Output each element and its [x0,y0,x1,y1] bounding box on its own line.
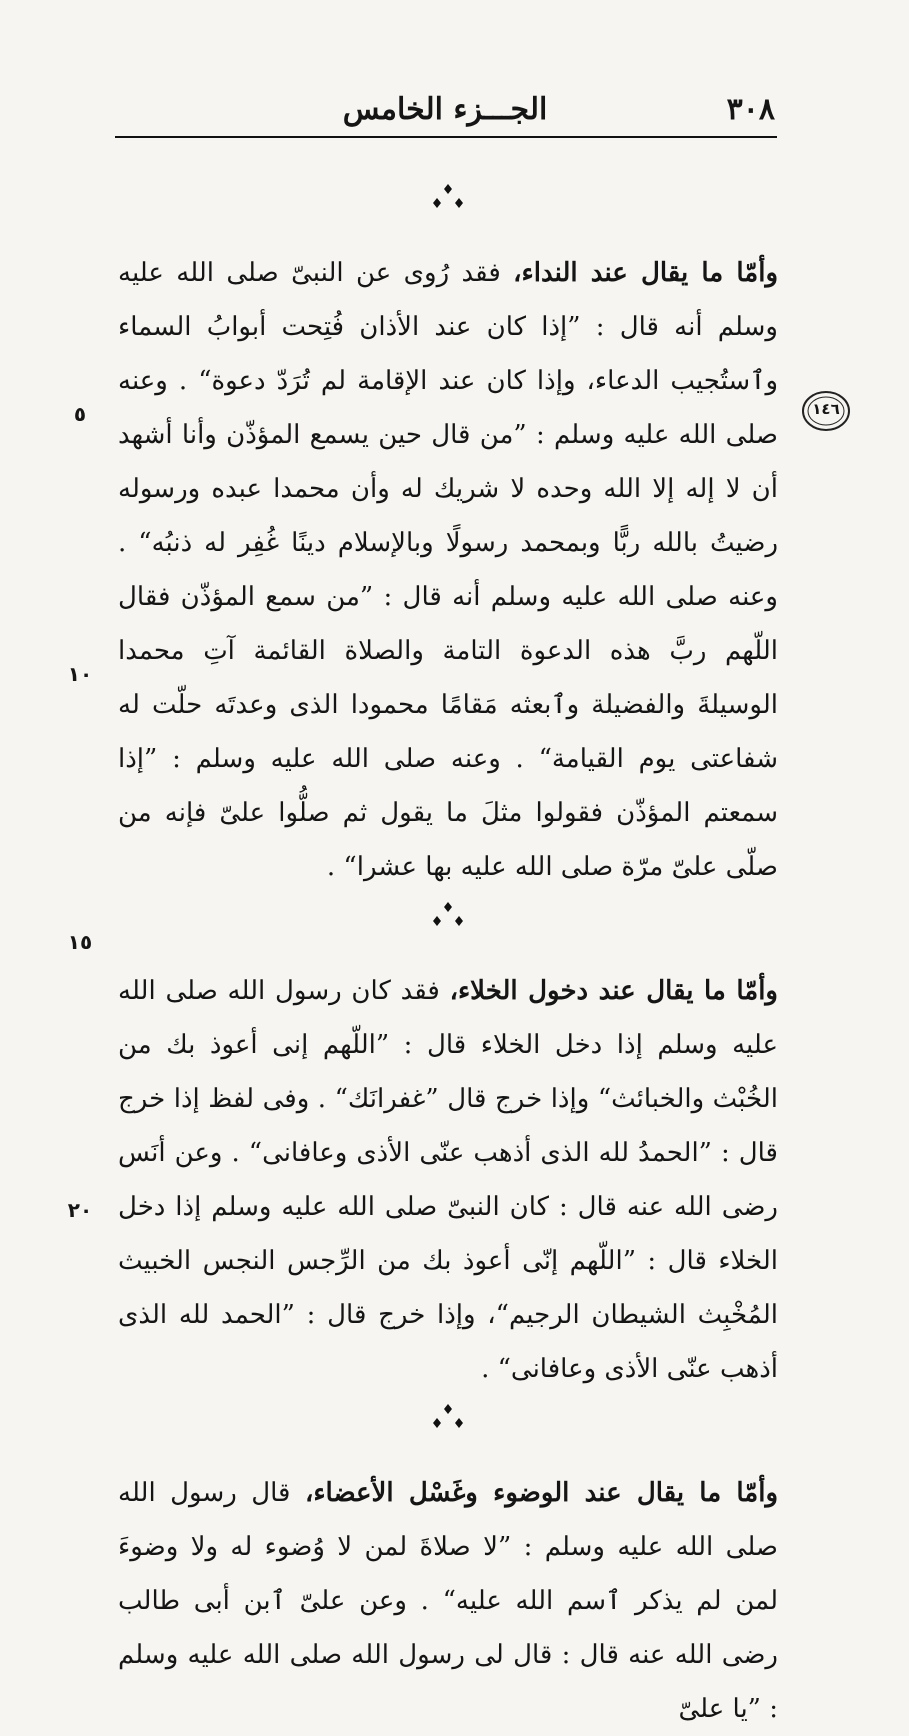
margin-seal [800,388,852,434]
section-text: قال رسول الله صلى الله عليه وسلم : ”لا صلاةَ لمن لا وُضوء له ولا وضوءَ لمن لم يذكر ٱسم الله عليه“ . وعن علىّ ٱبن أبى طالب رضى الله عنه قال : قال لى رسول الله صلى الله عليه وسلم : ”يا علىّ [118,1478,778,1724]
line-number-5: ٥ [73,402,87,426]
line-number-15: ١٥ [67,930,93,954]
seal-number: ١٤٦ [812,400,840,418]
running-title: الجـــزء الخامس [342,92,548,127]
asterism-icon [430,1402,466,1432]
section-ornament [118,1396,778,1466]
main-text [118,176,778,1736]
line-number-20: ٢٠ [67,1198,93,1222]
asterism-icon [430,182,466,212]
section-paragraph [118,246,778,894]
running-header [115,82,775,140]
section-heading: وأمّا ما يقال عند النداء، [513,258,779,288]
section-heading: وأمّا ما يقال عند الوضوء وغَسْل الأعضاء، [304,1478,779,1508]
section-text: فقد كان رسول الله صلى الله عليه وسلم إذا دخل الخلاء قال : ”اللّهم إنى أعوذ بك من الخُبْث والخبائث“ وإذا خرج قال ”غفرانَك“ . وفى لفظ إذا خرج قال : ”الحمدُ لله الذى أذهب عنّى الأذى وعافانى“ . وعن أنَس رضى الله عنه قال : كان النبىّ صلى الله عليه وسلم إذا دخل الخلاء قال : ”اللّهم إنّى أعوذ بك من الرِّجس النجس الخبيث المُخْبِث الشيطان الرجيم“، وإذا خرج قال : ”الحمد لله الذى أذهب عنّى الأذى وعافانى“ . [118,976,778,1384]
header-rule [115,136,777,138]
section-ornament [118,894,778,964]
section-heading: وأمّا ما يقال عند دخول الخلاء، [449,976,778,1006]
asterism-icon [430,900,466,930]
section-paragraph [118,964,778,1396]
line-number-10: ١٠ [67,662,93,686]
section-paragraph [118,1466,778,1736]
section-text: فقد رُوى عن النبىّ صلى الله عليه وسلم أنه قال : ”إذا كان عند الأذان فُتِحت أبوابُ السماء وٱستُجيب الدعاء، وإذا كان عند الإقامة لم تُرَدّ دعوة“ . وعنه صلى الله عليه وسلم : ”من قال حين يسمع المؤذّن وأنا أشهد أن لا إله إلا الله وحده لا شريك له وأن محمدا عبده ورسوله رضيتُ بالله ربًّا وبمحمد رسولًا وبالإسلام دينًا غُفِر له ذنبُه“ . وعنه صلى الله عليه وسلم أنه قال : ”من سمع المؤذّن فقال اللّهم ربَّ هذه الدعوة التامة والصلاة القائمة آتِ محمدا الوسيلةَ والفضيلة وٱبعثه مَقامًا محمودا الذى وعدتَه حلّت له شفاعتى يوم القيامة“ . وعنه صلى الله عليه وسلم : ”إذا سمعتم المؤذّن فقولوا مثلَ ما يقول ثم صلُّوا علىّ فإنه من صلّى علىّ مرّة صلى الله عليه بها عشرا“ . [118,258,778,882]
section-ornament [118,176,778,246]
page-number: ٣٠٨ [726,92,775,127]
